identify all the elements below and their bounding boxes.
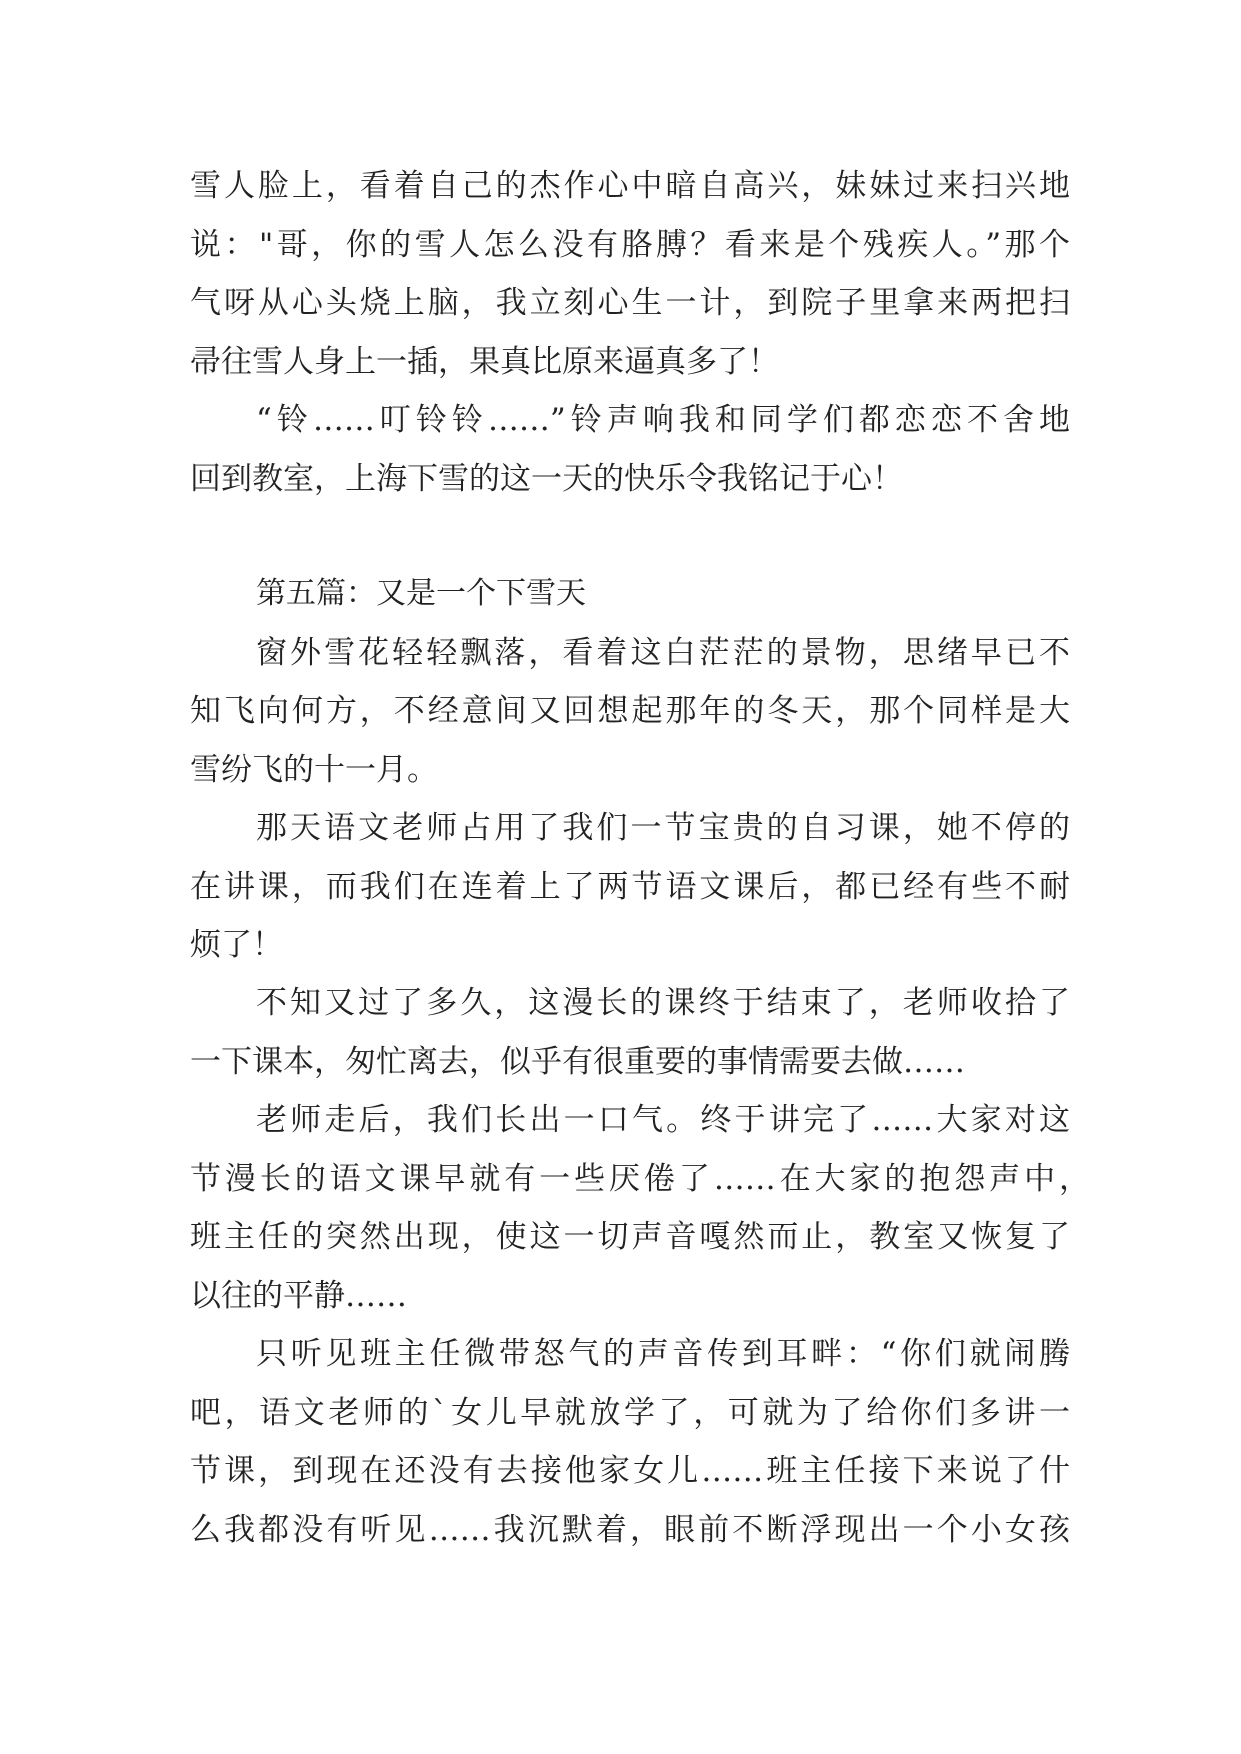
text-line: 不知又过了多久，这漫长的课终于结束了，老师收拾了 bbox=[256, 985, 1070, 1021]
text-line: 那天语文老师占用了我们一节宝贵的自习课，她不停的 bbox=[256, 810, 1070, 846]
text-line: 在讲课，而我们在连着上了两节语文课后，都已经有些不耐 bbox=[190, 869, 1070, 905]
text-line: 以往的平静…… bbox=[190, 1278, 407, 1314]
text-line: 帚往雪人身上一插，果真比原来逼真多了！ bbox=[190, 344, 779, 380]
text-line: 说："哥，你的雪人怎么没有胳膊？看来是个残疾人。”那个 bbox=[190, 227, 1070, 263]
text-line: 只听见班主任微带怒气的声音传到耳畔：“你们就闹腾 bbox=[256, 1336, 1070, 1372]
text-line: “铃……叮铃铃……”铃声响我和同学们都恋恋不舍地 bbox=[256, 402, 1070, 438]
text-line: 一下课本，匆忙离去，似乎有很重要的事情需要去做…… bbox=[190, 1044, 965, 1080]
text-line: 气呀从心头烧上脑，我立刻心生一计，到院子里拿来两把扫 bbox=[190, 285, 1070, 321]
text-line: 节课，到现在还没有去接他家女儿……班主任接下来说了什 bbox=[190, 1453, 1070, 1489]
text-line: 吧，语文老师的`女儿早就放学了，可就为了给你们多讲一 bbox=[190, 1395, 1070, 1431]
text-line: 老师走后，我们长出一口气。终于讲完了……大家对这 bbox=[256, 1102, 1070, 1138]
text-line: 雪人脸上，看着自己的杰作心中暗自高兴，妹妹过来扫兴地 bbox=[190, 168, 1070, 204]
text-line: 回到教室，上海下雪的这一天的快乐令我铭记于心！ bbox=[190, 461, 903, 497]
text-line: 雪纷飞的十一月。 bbox=[190, 752, 438, 788]
text-line: 节漫长的语文课早就有一些厌倦了……在大家的抱怨声中， bbox=[190, 1161, 1090, 1197]
text-line: 窗外雪花轻轻飘落，看着这白茫茫的景物，思绪早已不 bbox=[256, 635, 1070, 671]
text-line: 知飞向何方，不经意间又回想起那年的冬天，那个同样是大 bbox=[190, 693, 1070, 729]
text-line: 班主任的突然出现，使这一切声音嘎然而止，教室又恢复了 bbox=[190, 1219, 1070, 1255]
section-title: 第五篇：又是一个下雪天 bbox=[256, 576, 586, 611]
text-line: 烦了！ bbox=[190, 927, 283, 963]
text-line: 么我都没有听见……我沉默着，眼前不断浮现出一个小女孩 bbox=[190, 1512, 1070, 1548]
